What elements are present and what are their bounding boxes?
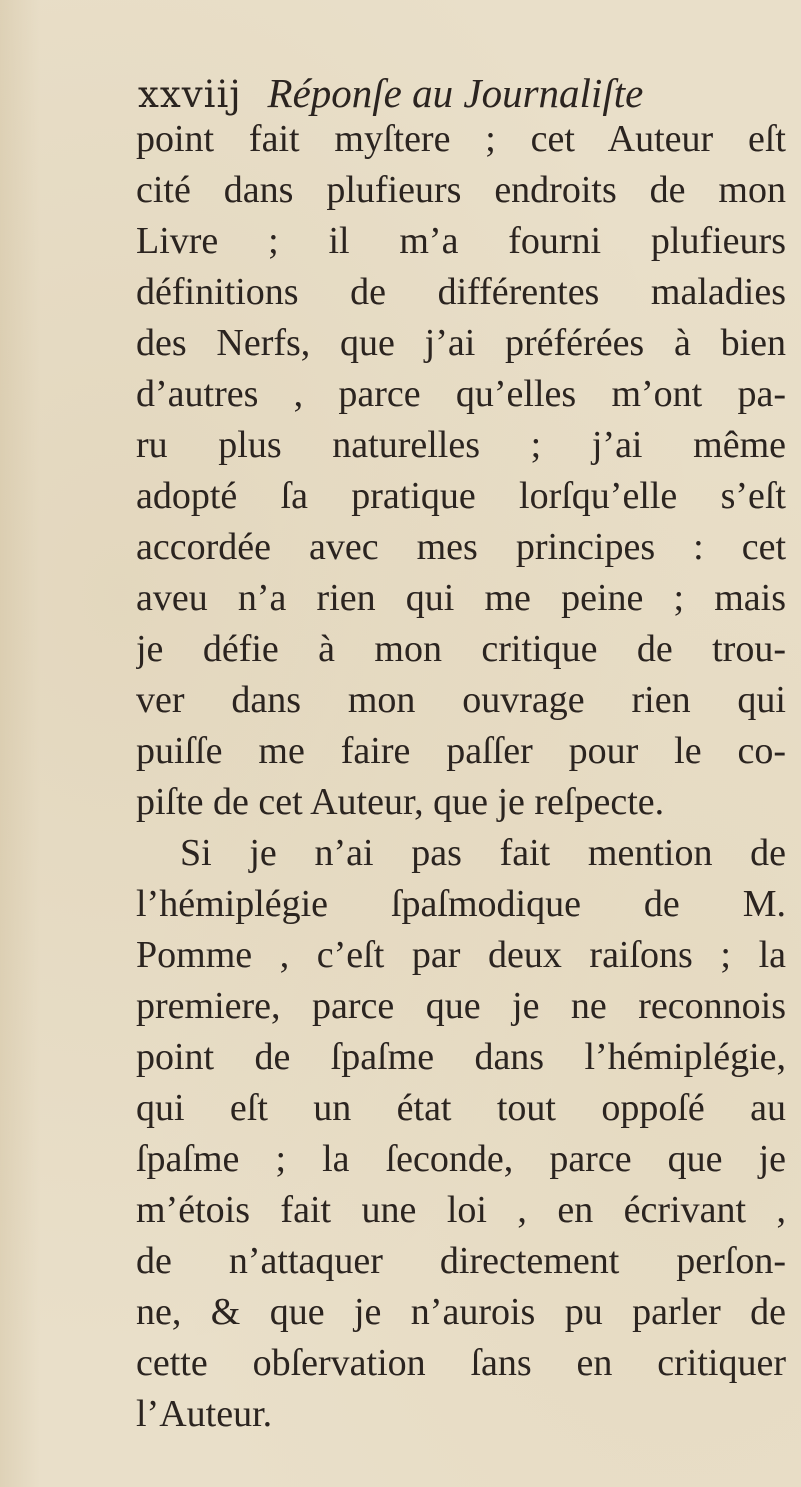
body-text <box>136 114 786 1440</box>
text-line: ſpaſme ; la ſeconde, parce que je <box>136 1138 786 1180</box>
text-line: point de ſpaſme dans l’hémiplégie, <box>136 1036 786 1078</box>
text-line: m’étois fait une loi , en écrivant , <box>136 1189 786 1231</box>
text-line: ne, & que je n’aurois pu parler de <box>136 1291 786 1333</box>
text-line: l’hémiplégie ſpaſmodique de M. <box>136 883 786 925</box>
paragraph-start-line: Si je n’ai pas fait mention de <box>180 832 786 874</box>
text-line: premiere, parce que je ne reconnois <box>136 985 786 1027</box>
text-line: qui eſt un état tout oppoſé au <box>136 1087 786 1129</box>
text-line: d’autres , parce qu’elles m’ont pa- <box>136 373 786 415</box>
text-line: de n’attaquer directement perſon- <box>136 1240 786 1282</box>
text-line: piſte de cet Auteur, que je reſpecte. <box>136 781 665 823</box>
text-line: puiſſe me faire paſſer pour le co- <box>136 730 786 772</box>
text-line: Livre ; il m’a fourni plufieurs <box>136 220 786 262</box>
running-head <box>138 72 768 116</box>
page-number: xxviij <box>138 73 242 116</box>
text-line: Pomme , c’eſt par deux raiſons ; la <box>136 934 786 976</box>
text-line: ru plus naturelles ; j’ai même <box>136 424 786 466</box>
text-line: point fait myſtere ; cet Auteur eſt <box>136 118 786 160</box>
text-line: aveu n’a rien qui me peine ; mais <box>136 577 786 619</box>
text-line: des Nerfs, que j’ai préférées à bien <box>136 322 786 364</box>
text-line: adopté ſa pratique lorſqu’elle s’eſt <box>136 475 786 517</box>
text-line: je défie à mon critique de trou- <box>136 628 786 670</box>
text-line: l’Auteur. <box>136 1393 273 1435</box>
text-line: accordée avec mes principes : cet <box>136 526 786 568</box>
text-line: cette obſervation ſans en critiquer <box>136 1342 786 1384</box>
text-line: définitions de différentes maladies <box>136 271 786 313</box>
running-title: Réponſe au Journaliſte <box>267 70 644 116</box>
text-line: ver dans mon ouvrage rien qui <box>136 679 786 721</box>
text-line: cité dans plufieurs endroits de mon <box>136 169 786 211</box>
